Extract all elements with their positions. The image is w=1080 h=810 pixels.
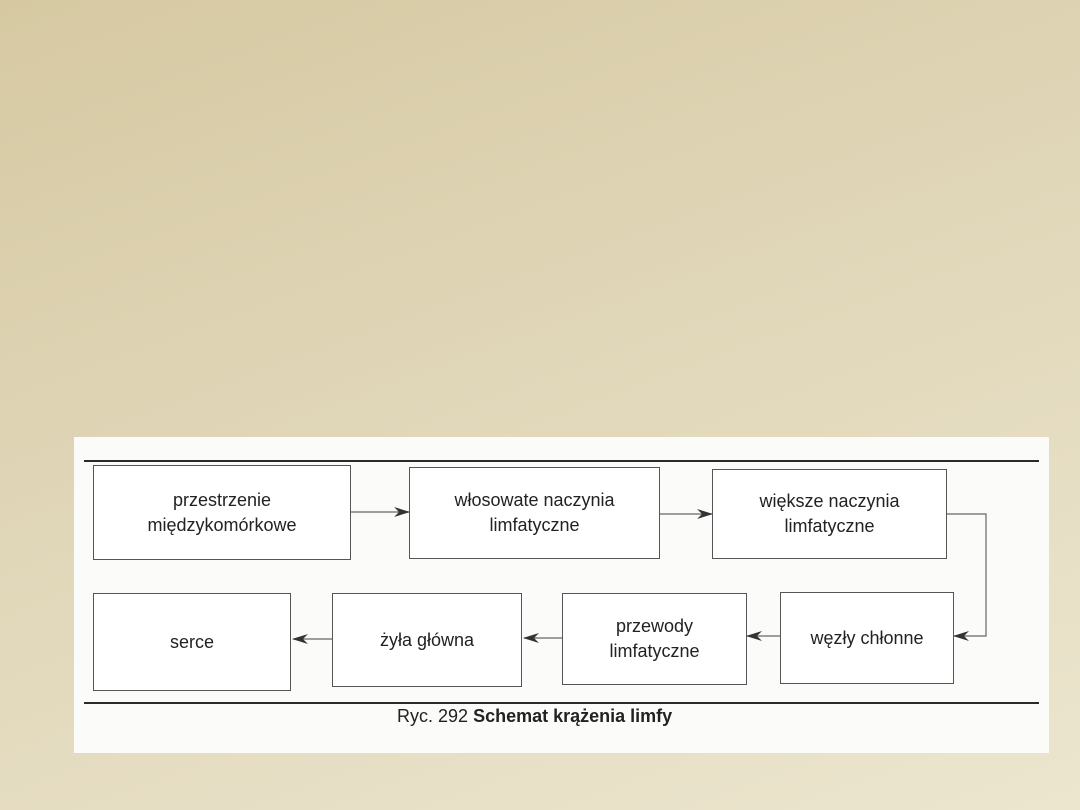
node-przewody-limfatyczne: przewody limfatyczne <box>562 593 747 685</box>
figure-caption <box>397 706 672 727</box>
caption-number: Ryc. 292 <box>397 706 469 726</box>
figure-panel <box>74 437 1049 753</box>
node-wlosowate-naczynia: włosowate naczynia limfatyczne <box>409 467 660 559</box>
node-przestrzenie-miedzykomorkowe: przestrzenie międzykomórkowe <box>93 465 351 560</box>
node-serce: serce <box>93 593 291 691</box>
node-wieksze-naczynia: większe naczynia limfatyczne <box>712 469 947 559</box>
caption-title: Schemat krążenia limfy <box>473 706 673 726</box>
node-zyla-glowna: żyła główna <box>332 593 522 687</box>
node-wezly-chlonne: węzły chłonne <box>780 592 954 684</box>
